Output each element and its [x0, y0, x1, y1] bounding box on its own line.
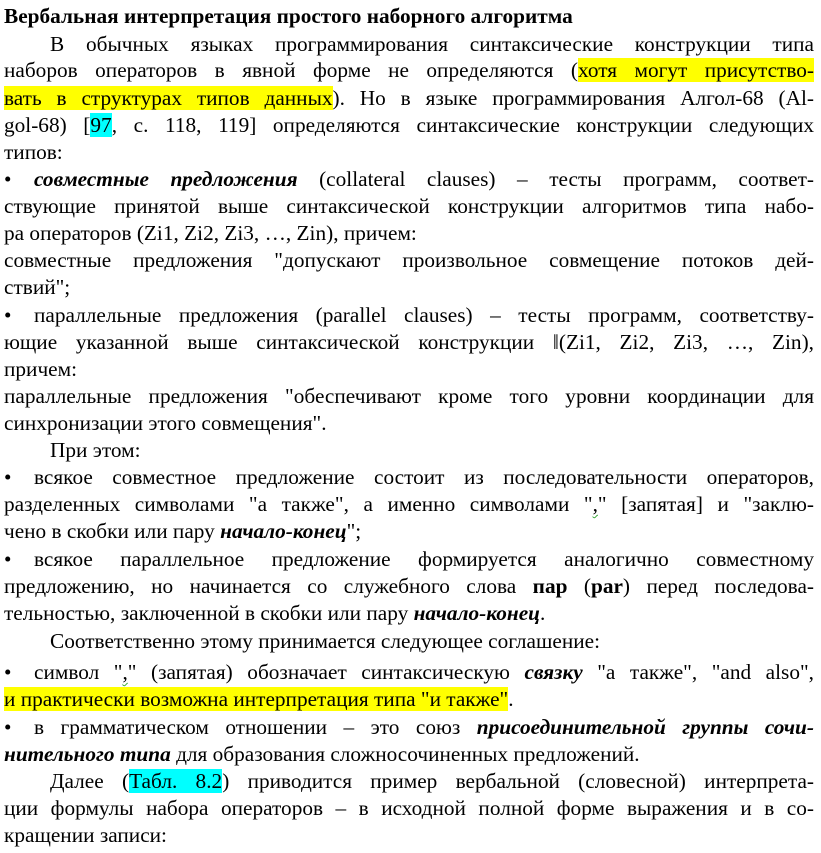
paragraph-line: типов: [4, 140, 63, 164]
text-span: в грамматическом отношении – это союз [34, 715, 477, 739]
reference-link[interactable]: Табл. 8.2 [129, 769, 223, 793]
text-span: тельностью, заключенной в скобки или пару [4, 601, 414, 625]
text-span: "а также", "and also", [582, 660, 814, 684]
bullet-icon: • [4, 715, 12, 739]
text-span: (collateral clauses) – тесты программ, соответ- [297, 167, 814, 191]
text-span: " (запятая) обозначает синтаксическую [127, 660, 525, 684]
bullet-line [4, 302, 814, 328]
bullet-line [4, 193, 814, 219]
term-text: связку [524, 660, 583, 684]
bullet-line [4, 686, 514, 712]
text-span: совместные предложения "допускают произвольное совмещение потоков дей- [4, 248, 814, 272]
text-span: . [540, 601, 546, 625]
text-span: ции формулы набора операторов – в исходной полной форме выражения и в со- [4, 796, 814, 820]
text-span: ). Но в языке программирования Алгол-68 (Al- [332, 86, 814, 110]
bullet-line: ствий"; [4, 275, 71, 299]
bullet-line [4, 741, 640, 767]
bullet-line [4, 600, 545, 626]
text-span: В обычных языках программирования синтаксические конструкции типа [50, 32, 814, 56]
bullet-line [4, 518, 361, 544]
bullet-line [4, 573, 814, 599]
section-title: Вербальная интерпретация простого наборного алгоритма [4, 4, 573, 28]
bullet-line: синхронизации этого совмещения". [4, 411, 327, 435]
bullet-line [4, 659, 814, 685]
text-span: ) перед последова- [622, 574, 815, 598]
paragraph-line: кращении записи: [4, 823, 167, 847]
text-span: разделенных символами "а также", а именно символами " [4, 492, 593, 516]
bullet-line [4, 166, 814, 192]
text-span: ( [567, 574, 591, 598]
text-span: чено в скобки или пару [4, 519, 221, 543]
highlighted-text: и практически возможна интерпретация типа "и также" [4, 687, 509, 711]
text-span: всякое совместное предложение состоит из последовательности операторов, [34, 465, 814, 489]
grammar-marked-text: , [592, 492, 598, 516]
paragraph-line [4, 112, 814, 138]
term-text: начало-конец [413, 601, 541, 625]
text-span: "; [346, 519, 362, 543]
bullet-icon: • [4, 465, 12, 489]
text-span: ) приводится пример вербальной (словесной) интерпрета- [222, 769, 814, 793]
highlighted-text: вать в структурах типов данных [4, 86, 333, 110]
bullet-line [4, 247, 814, 273]
bullet-line: ра операторов (Zi1, Zi2, Zi3, …, Zin), причем: [4, 221, 417, 245]
paragraph-line [4, 768, 814, 794]
bullet-line: причем: [4, 357, 78, 381]
text-span: Далее ( [50, 769, 130, 793]
bullet-line [4, 383, 814, 409]
bullet-line [4, 491, 814, 517]
text-span: параллельные предложения (parallel clauses) – тесты программ, соответству- [34, 303, 814, 327]
text-span: для образования сложносочиненных предложений. [170, 742, 640, 766]
bullet-icon: • [4, 547, 12, 571]
paragraph-line [4, 85, 814, 111]
text-span: " [запятая] и "заклю- [597, 492, 814, 516]
text-span: предложению, но начинается со служебного слова [4, 574, 533, 598]
text-span: всякое параллельное предложение формируется аналогично совместному [34, 547, 814, 571]
term-text: нительного типа [4, 742, 171, 766]
bullet-line [4, 714, 814, 740]
keyword-text: par [590, 574, 623, 598]
keyword-text: пар [532, 574, 568, 598]
text-span: ющие указанной выше синтаксической конструкции ǁ(Zi1, Zi2, Zi3, …, Zin), [4, 330, 814, 354]
highlighted-text: хотя могут присутство- [577, 58, 814, 82]
term-text: совместные предложения [34, 167, 298, 191]
paragraph-line: Соответственно этому принимается следующее соглашение: [50, 629, 600, 653]
paragraph-line [4, 795, 814, 821]
bullet-line [4, 329, 814, 355]
term-text: присоединительной группы сочи- [476, 715, 814, 739]
text-span: . [508, 687, 514, 711]
text-span: наборов операторов в явной форме не определяются ( [4, 58, 578, 82]
text-span: gol-68) [ [4, 113, 91, 137]
bullet-icon: • [4, 167, 12, 191]
reference-link[interactable]: 97 [90, 113, 112, 137]
bullet-line [4, 464, 814, 490]
text-span: параллельные предложения "обеспечивают кроме того уровни координации для [4, 384, 814, 408]
grammar-marked-text: , [122, 660, 128, 684]
bullet-icon: • [4, 303, 12, 327]
text-span: символ " [34, 660, 123, 684]
text-span: , с. 118, 119] определяются синтаксические конструкции следующих [111, 113, 814, 137]
bullet-icon: • [4, 660, 12, 684]
text-span: ствующие принятой выше синтаксической конструкции алгоритмов типа набо- [4, 194, 814, 218]
paragraph-line [4, 57, 814, 83]
paragraph-line [4, 31, 814, 57]
paragraph-line: При этом: [50, 438, 141, 462]
bullet-line [4, 546, 814, 572]
term-text: начало-конец [220, 519, 347, 543]
